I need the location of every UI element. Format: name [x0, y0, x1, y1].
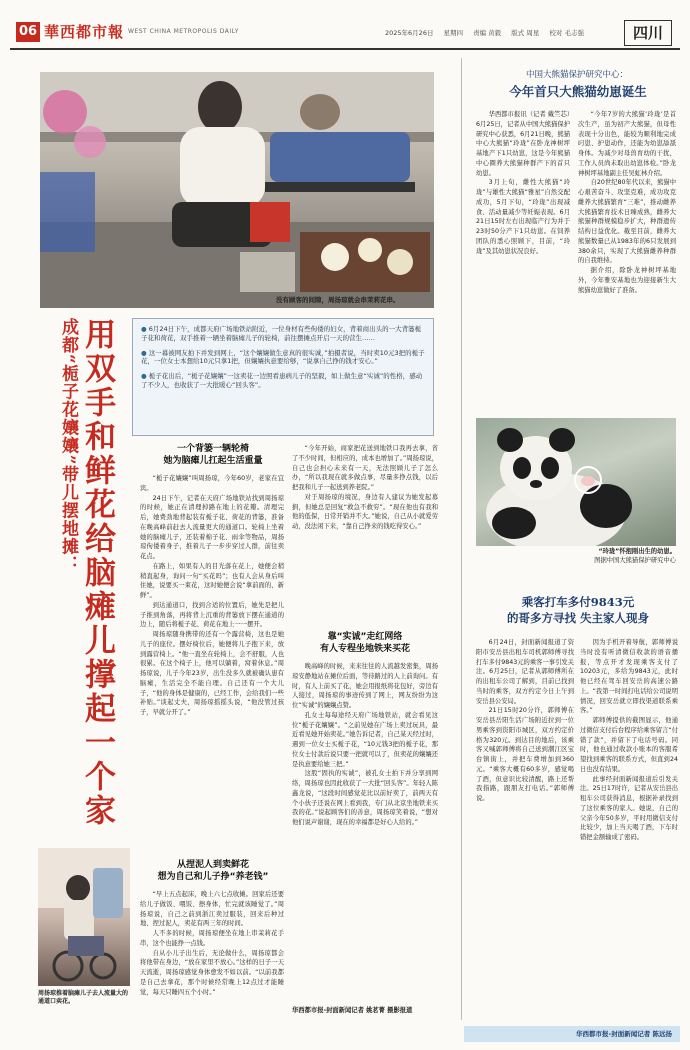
- paper-name: 華西都市報: [44, 23, 125, 41]
- paragraph: 华西都市报讯（记者 戴竺芯）6月25日，记者从中国大熊猫保护研究中心获悉，6月21日晚，熊猫中心大熊猫“玲珑”在卧龙神树坪基地产下1只幼崽，这是今年熊猫中心圈养大熊猫种群产下的首只幼崽。: [476, 111, 570, 177]
- page-header: [0, 0, 690, 46]
- paragraph: 这股“固执的实诚”，被孔女士拍下并分享到网络，周扬琼也因此收获了一大批“回头客”。年轻人陈鑫龙说，“这段时间感觉花比以前好卖了，前两天有个小伙子还说在网上看到我，专门从北京坐地铁来买我的花。”说起顾客们的善意，周扬琼笑着说，“想对他们说声谢谢，现在的幸福都是好心人给的。”: [292, 770, 438, 826]
- story-headline: 用双手和鲜花给脑瘫儿撑起一个家: [79, 318, 115, 828]
- paragraph: “今年7岁的大熊猫‘玲珑’是首次生产，虽为初产大熊猫，但母性表现十分出色，能较为顺利地完成叼崽、护崽动作，还能为幼崽舔舐身体。为减少对母兽育幼的干扰，工作人员尚未取出幼崽体检。”卧龙神树坪基地副主任吴虹林介绍。: [578, 111, 676, 177]
- paragraph: “早上五点起床，晚上六七点收摊。回家后还要给儿子做饭、喂饭、擦身体，忙完就该睡觉了。”周扬琼说，自己之前到浙江卖过服装，回来后种过地、捏过泥人，卖花有两三年的时间。: [140, 891, 284, 928]
- section-heading: 靠“实诚”走红网络 有人专程坐地铁来买花: [319, 632, 410, 654]
- chief-editor: 责编 黄毅: [473, 29, 502, 37]
- vendor-photo-caption: 没有顾客的间隙，周扬琼就会串茉莉花串。: [276, 296, 400, 304]
- paragraph: 人不多的时候，周扬琼便坐在地上串茉莉花手串，这个也能挣一点钱。: [140, 930, 284, 947]
- vendor-photo-illustration: [40, 72, 434, 308]
- paragraph: 24日下午，记者在天府广场地铁站找到周扬琼的时候，她正在清理掉路在地上的花瓣。清理完后，她费劲地背起装有栀子花、荷花的背篓，准备在晚高峰前赶去人流量更大的通道口。轮椅上坐着她的脑瘫儿子，还装着棉子花、雨伞等物品，周扬琼佝偻着身子，推着儿子一步步穿过人群，前往卖花点。: [140, 494, 284, 560]
- story-byline: 华西都市报-封面新闻记者 姚茗菁 摄影报道: [292, 1007, 413, 1014]
- paragraph: 因为手机开着导航，郭师傅说当时没有听清微信收款的语音播报，等点开才发现乘客支付了10203元，多给为9843元，此时他已经在驾车回安岳的高速公路上。“我第一时间打电话给公司说明情况，回安岳就立即找渠道联系乘客。”: [580, 639, 678, 715]
- section-heading: 从捏泥人到卖鲜花 想为自己和儿子挣“养老钱”: [157, 860, 269, 882]
- taxi-body-col1: [476, 638, 574, 1018]
- paragraph: 在路上，如果有人的目光落在花上，她便会稍稍直起身，询问一句“买花吗”；也有人会从身后叫住她，说要买一束花，这时她便会说“拿前面的，新鲜”。: [140, 562, 284, 599]
- taxi-headline: 乘客打车多付9843元 的哥多方寻找 失主家人现身: [506, 595, 649, 626]
- column-divider: [461, 58, 462, 1020]
- proofreader: 校对 毛志强: [549, 29, 584, 37]
- wheelchair-photo-caption: 周扬琼推着脑瘫儿子去人流量大的通道口卖花。: [38, 990, 129, 1006]
- wheelchair-photo-illustration: [38, 848, 130, 986]
- paragraph: “栀子花孃孃”叫周扬琼，今年60岁，老家在宜宾。: [140, 475, 284, 492]
- paragraph: 周扬琼随身携带的还有一个露营椅，这也是她儿子的座位。摆好椅位后，她便将儿子抱下来，放到露营椅上。“他一直坐在轮椅上，会不舒服，人也很累。在这个椅子上，他可以躺着，窝着休息。”周扬琼说，儿子今年23岁，出生没多久就被确认患有脑瘫，生活完全不能自理。自己还有一个大儿子，“他的身体是健康的，已经工作，会给我们一些补贴。”谈起丈夫，周扬琼摇摇头说，“他没管过孩子，早就分开了。”: [140, 631, 284, 716]
- panda-body-col2: [578, 110, 676, 410]
- header-rule: [10, 48, 680, 50]
- panda-photo-credit: 图据中国大熊猫保护研究中心: [594, 556, 676, 564]
- section-body-continued: [292, 444, 438, 619]
- issue-date: 2025年6月26日: [385, 29, 434, 37]
- panda-photo-caption: [476, 548, 676, 566]
- section-body: [140, 474, 284, 852]
- paragraph: 晚高峰的时候，来来往往的人流越发密集，周扬琼安静地站在摊位后面，等待路过的人上前询问。有时，有人上前买了花，她会用报纸将花包好，旁边有人接过，周扬琼的事迹传到了网上，网友纷纷为这位“实诚”的孃孃点赞。: [292, 663, 438, 709]
- paragraph: 到达通道口，找到合适的位置后，她先是把儿子推到角落，再将背上沉重的背篓放下摆在通道的边上，随后将栀子花、荷花在地上一一摆开。: [140, 601, 284, 629]
- panda-headline: 今年首只大熊猫幼崽诞生: [509, 84, 647, 99]
- paragraph: 郭师傅提供的截图显示，他通过微信支付后台程序给乘客留言“付错了款”，并留下了电话号码。同时，他也通过收款小账本的客服希望找到乘客的联系方式，但直到24日也没有结果。: [580, 717, 678, 773]
- paragraph: “今年开始，商家把花送到地铁口我再去拿，省了不少时间，但相应的，成本也增加了。”周扬琼说，自己也会担心未来有一天，无法照顾儿子了怎么办，“所以我现在就多做点事，尽量多挣点钱，以后把我和儿子一起送到养老院。”: [292, 445, 438, 491]
- paragraph: 6月24日，封面新闻报道了资阳市安岳县出租车司机郭师傅寻找打车多付9843元的乘客一事引发关注。6月25日，记者从郭师傅所在的出租车公司了解到，目前已找到当时的乘客，双方约定今日上午到安岳县公安局。: [476, 639, 574, 705]
- section-body: [140, 890, 284, 1020]
- intro-point: ● 栀子花出后，“栀子花孃孃”一这卖花一边照看患病儿子的坚毅，如上做生意“实诚”的性格，感动了不少人，也收获了一大批暖心“回头客”。: [141, 372, 425, 390]
- vendor-photo: [40, 72, 434, 308]
- wheelchair-photo: [38, 848, 130, 986]
- layout-editor: 版式 周星: [511, 29, 540, 37]
- panda-photo: [476, 418, 676, 546]
- story-kicker: 成都“栀子花孃孃”带儿摆地摊：: [58, 318, 78, 574]
- header-meta: [385, 28, 592, 37]
- paragraph: 此事经封面新闻报道后引发关注。25日17时许，记者从安岳县出租车公司获得消息，根据补录找到了这位乘客的家人。她说，自己的父亲今年50多岁，平时用微信支付比较少，加上当天喝了酒，下车时错把金额输成了密码。: [580, 775, 678, 841]
- section-heading: 一个背篓一辆轮椅 她为脑瘫儿扛起生活重量: [163, 444, 263, 466]
- paragraph: 自20世纪80年代以来，熊猫中心艰苦奋斗、攻坚克难，成功攻克雌养大熊猫繁育“三难”，推动雌养大熊猫繁育技术日臻成熟，雌养大熊猫种群规模稳步扩大，种群遗传结构日益优化。截至目前，雌养大熊猫数量已从1983年的6只发展到380余只，实现了大熊猫雌养种群的自我维持。: [578, 179, 676, 265]
- paragraph: 3月上旬，雌性大熊猫“玲珑”与雄性大熊猫“雅星”自然交配成功，5月下旬，“玲珑”出现减食、活动量减少等妊娠表现。6月21日15时左右出现临产行为并于23时50分产下1只幼崽。在饲养团队的悉心照顾下，目前，“玲珑”及其幼崽状况良好。: [476, 179, 570, 255]
- paragraph: 孔女士每每途经天府广场地铁站，就会看见这位“栀子花孃孃”。“之前见她在广场上卖过玩具，最近看见她开始卖花。”她告诉记者，自己某天经过时，遇到一位女士买栀子花，“10元钱3把的栀子花，那位女士付款后说只要一把就可以了，但卖花的孃孃还是执意要给她三把。”: [292, 711, 438, 768]
- paragraph: 自从小儿子出生后，无论做什么，周扬琼都会将他带在身边，“放在家里不放心。”这样的日子一天天流逝，周扬琼感觉身体愈发不如以前。“以前我都是自己去拿花，那个时候经常晚上12点过才能睡觉，每天只睡四五个小时。”: [140, 949, 284, 996]
- paragraph: 对于周扬琼的境况，身边有人建议为她发起募捐，但她总是回复“救急不救穷”。“现在他也有我和他的低保，日常开销并不大。”她说，自己从小就爱劳动，没法闲下来，“靠自己挣来的钱吃得安心。”: [292, 493, 438, 530]
- panda-caption-text: “玲珑”怀抱刚出生的幼崽。: [598, 548, 676, 555]
- panda-body-col1: [476, 110, 570, 410]
- section-label: 四川: [624, 20, 672, 46]
- intro-point: ● 6月24日下午，成都天府广场地铁站附近，一位身材有些佝偻的妇女，背着商出头的一大背篓栀子花和荷花，双手推着一辆坐着脑瘫儿子的轮椅，前往摆摊点开启一天的营生……: [141, 325, 425, 343]
- panda-kicker: 中国大熊猫保护研究中心：: [525, 70, 628, 80]
- taxi-byline: 华西都市报-封面新闻记者 陈远扬: [464, 1026, 680, 1042]
- paper-name-en: WEST CHINA METROPOLIS DAILY: [128, 28, 239, 35]
- page-number: 06: [16, 22, 40, 42]
- story-intro-box: [132, 318, 434, 436]
- taxi-body-col2: [580, 638, 678, 1018]
- intro-point: ● 这一幕被网友拍下并发到网上，“这个孃孃做生意真的很实诚，”拍摄者说，当时卖10元3把的栀子花，一位女士本想给10元只拿1把，但孃孃执意要给够，“说拿自己挣的钱才安心。”: [141, 349, 425, 367]
- issue-weekday: 星期四: [443, 29, 464, 37]
- paragraph: 21日15时20分许，郭师傅在安岳县岳阳生活广场附近拉到一位男乘客到资阳市城区，双方约定价格为320元。到达目的地后，该乘客又喊郭师傅将自己送到潮江区宝台镇街上，并把车费增加到360元。“乘客大概有60多岁，感觉喝了酒，但意识比较清醒，路上还帮我指路，跟朋友打电话。”郭师傅说。: [476, 707, 574, 802]
- paragraph: 据介绍，除卧龙神树坪基地外，今年雅安基地也为迎接新生大熊猫幼崽做好了准备。: [578, 267, 676, 294]
- section-body: [292, 662, 438, 1002]
- panda-illustration: [476, 418, 676, 546]
